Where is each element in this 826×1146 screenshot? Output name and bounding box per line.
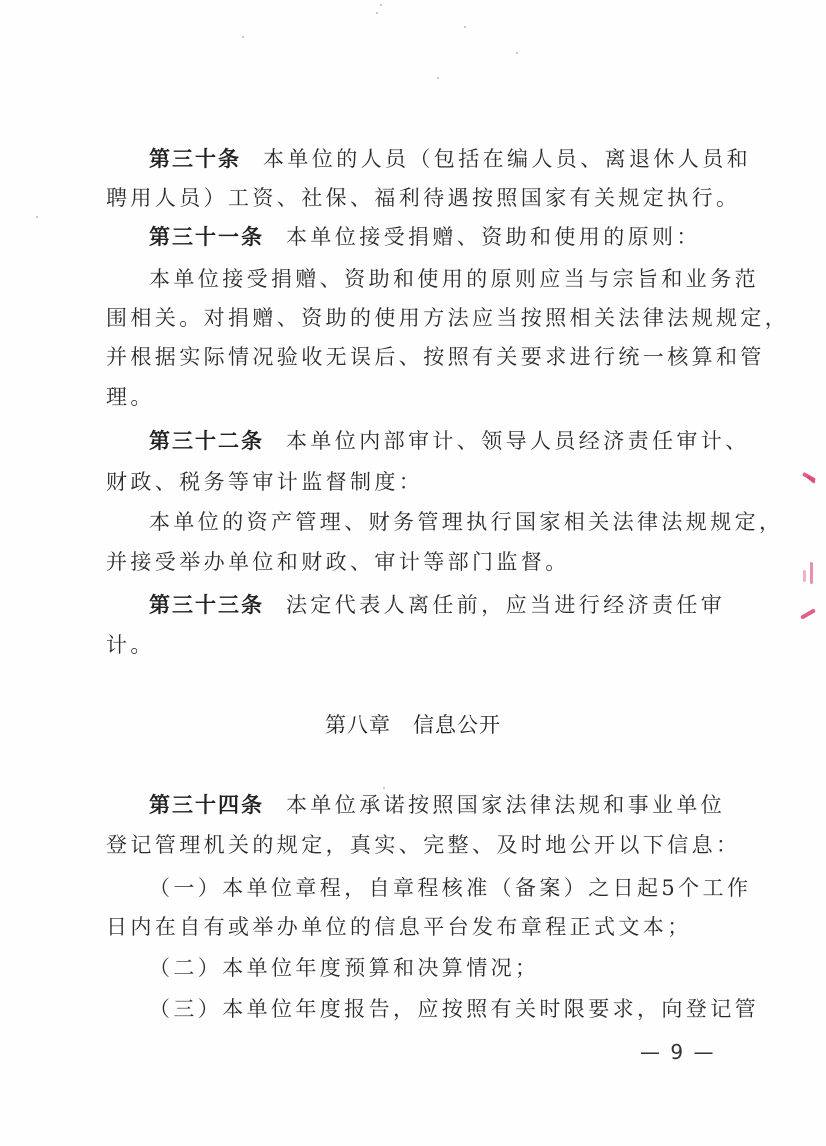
article-30-line-2: 聘用人员）工资、社保、福利待遇按照国家有关规定执行。 bbox=[106, 186, 741, 210]
article-31-para-line-3: 并根据实际情况验收无误后、按照有关要求进行统一核算和管 bbox=[106, 345, 765, 369]
article-32-title: 第三十二条 bbox=[149, 429, 264, 453]
stamp-mark-middle-2 bbox=[803, 570, 806, 582]
article-32-para-line-1: 本单位的资产管理、财务管理执行国家相关法律法规规定， bbox=[149, 510, 784, 534]
article-34-line-1: 第三十四条 本单位承诺按照国家法律法规和事业单位 bbox=[149, 793, 726, 817]
scan-speck bbox=[380, 4, 382, 6]
article-33-title: 第三十三条 bbox=[149, 593, 264, 617]
article-34-item-1-line-2: 日内在自有或举办单位的信息平台发布章程正式文本； bbox=[106, 915, 692, 939]
stamp-mark-middle bbox=[810, 562, 813, 584]
article-34-item-1-line-1: （一）本单位章程，自章程核准（备案）之日起5个工作 bbox=[149, 876, 752, 900]
article-34-line-2: 登记管理机关的规定，真实、完整、及时地公开以下信息： bbox=[106, 833, 741, 857]
article-32-para-line-2: 并接受举办单位和财政、审计等部门监督。 bbox=[106, 550, 570, 574]
stamp-mark-bottom bbox=[800, 608, 816, 619]
chapter-heading bbox=[0, 712, 826, 738]
scan-speck bbox=[383, 787, 385, 789]
scan-speck bbox=[437, 77, 439, 79]
article-32-line-1: 第三十二条 本单位内部审计、领导人员经济责任审计、 bbox=[149, 429, 750, 453]
article-33-line-1: 第三十三条 法定代表人离任前，应当进行经济责任审 bbox=[149, 593, 726, 617]
article-33-line-2: 计。 bbox=[106, 633, 155, 657]
article-30-line-1: 第三十条 本单位的人员（包括在编人员、离退休人员和 bbox=[149, 147, 751, 171]
article-34-item-2: （二）本单位年度预算和决算情况； bbox=[149, 956, 540, 980]
page-number: — 9 — bbox=[640, 1040, 716, 1064]
article-30-title: 第三十条 bbox=[149, 147, 241, 171]
chapter-name: 信息公开 bbox=[413, 713, 501, 737]
article-31-para-line-4: 理。 bbox=[106, 385, 155, 409]
chapter-number: 第八章 bbox=[325, 713, 391, 737]
scan-speck bbox=[516, 52, 518, 54]
scan-speck bbox=[242, 36, 244, 38]
scan-speck bbox=[36, 216, 38, 218]
article-31-para-line-2: 围相关。对捐赠、资助的使用方法应当按照相关法律法规规定， bbox=[106, 306, 790, 330]
article-31-para-line-1: 本单位接受捐赠、资助和使用的原则应当与宗旨和业务范 bbox=[149, 267, 759, 291]
scan-speck bbox=[376, 12, 378, 14]
article-31-title: 第三十一条 bbox=[149, 225, 264, 249]
scan-speck bbox=[464, 26, 466, 28]
article-34-item-3: （三）本单位年度报告，应按照有关时限要求，向登记管 bbox=[149, 997, 759, 1021]
article-34-title: 第三十四条 bbox=[149, 793, 264, 817]
article-32-line-2: 财政、税务等审计监督制度： bbox=[106, 470, 424, 494]
article-31-line-1: 第三十一条 本单位接受捐赠、资助和使用的原则： bbox=[149, 225, 701, 249]
